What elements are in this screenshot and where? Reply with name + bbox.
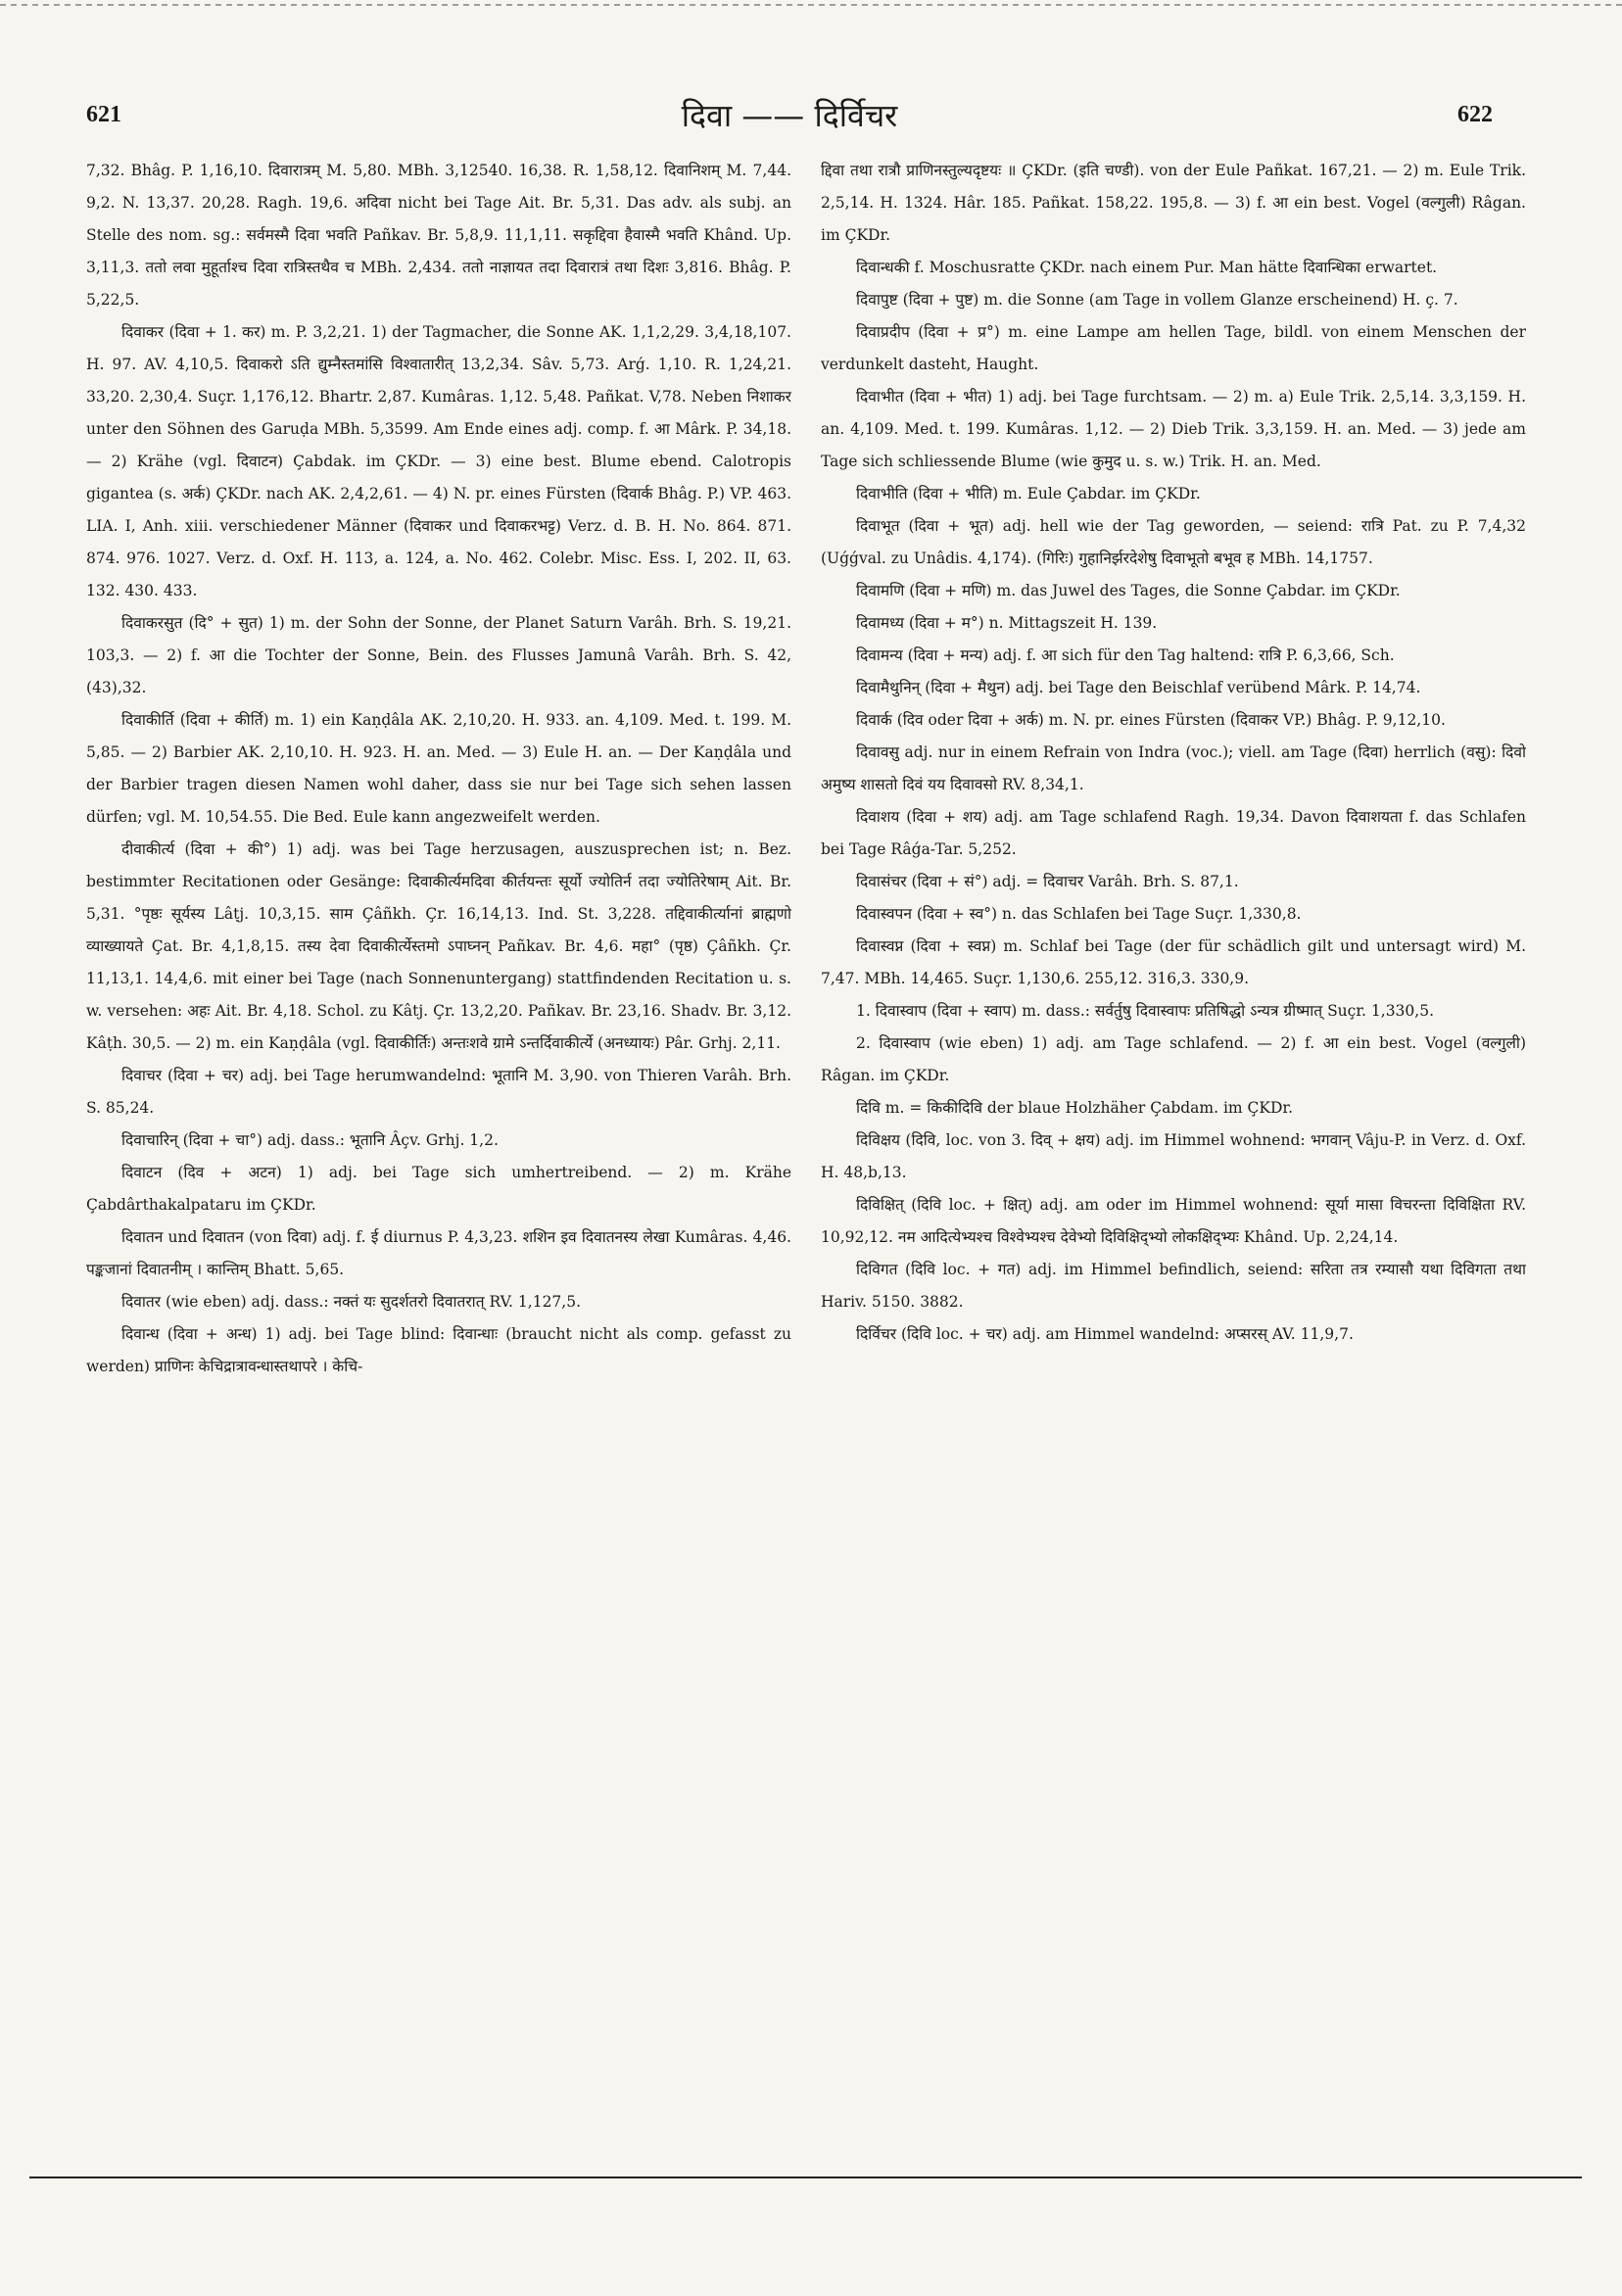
entry: दिवास्वप्न (दिवा + स्वप्न) m. Schlaf bei Tage (der für schädlich gilt und untersagt wird) M. 7,47. MBh. 14,465. Suçr. 1,130,6. 255,12. 316,3. 330,9. — [821, 937, 1526, 987]
page-number-right: 622 — [1457, 102, 1493, 127]
entry: दिवाभीति (दिवा + भीति) m. Eule Çabdar. im ÇKDr. — [856, 485, 1201, 502]
entry: दिवाभूत (दिवा + भूत) adj. hell wie der Tag geworden, — seiend: रात्रि Pat. zu P. 7,4,32 (Uǵǵval. zu Unâdis. 4,174). (गिरिः) गुहानिर्झरदेशेषु दिवाभूतो बभूव ह MBh. 14,1757. — [821, 517, 1526, 567]
entry-continuation: 7,32. Bhâg. P. 1,16,10. दिवारात्रम् M. 5,80. MBh. 3,12540. 16,38. R. 1,58,12. दिवानिशम् M. 7,44. 9,2. N. 13,37. 20,28. Ragh. 19,6. अदिवा nicht bei Tage Ait. Br. 5,31. Das adv. als subj. an Stelle des nom. sg.: सर्वमस्मै दिवा भवति Pañkav. Br. 5,8,9. 11,1,11. सकृद्दिवा हैवास्मै भवति Khând. Up. 3,11,3. ततो लवा मुहूर्ताश्च दिवा रात्रिस्तथैव च MBh. 2,434. ततो नाज्ञायत तदा दिवारात्रं तथा दिशः 3,816. Bhâg. P. 5,22,5. — [86, 162, 791, 309]
page-header — [86, 94, 1493, 141]
entry: दिवामध्य (दिवा + म°) n. Mittagszeit H. 139. — [856, 614, 1158, 632]
entry: दिवान्ध (दिवा + अन्ध) 1) adj. bei Tage blind: दिवान्धाः (braucht nicht als comp. gefasst zu werden) प्राणिनः केचिद्रात्रावन्धास्तथापरे । केचि- — [86, 1325, 791, 1375]
entry: दिवाकरसुत (दि° + सुत) 1) m. der Sohn der Sonne, der Planet Saturn Varâh. Brh. S. 19,21. 103,3. — 2) f. आ die Tochter der Sonne, Bein. des Flusses Jamunâ Varâh. Brh. S. 42,(43),32. — [86, 614, 791, 696]
entry: दिवातर (wie eben) adj. dass.: नक्तं यः सुदर्शतरो दिवातरात् RV. 1,127,5. — [121, 1293, 582, 1311]
entry: दिवापुष्ट (दिवा + पुष्ट) m. die Sonne (am Tage in vollem Glanze erscheinend) H. ç. 7. — [856, 291, 1458, 309]
entry: दिवामन्य (दिवा + मन्य) adj. f. आ sich für den Tag haltend: रात्रि P. 6,3,66, Sch. — [856, 646, 1395, 664]
entry: दिवि m. = किकीदिवि der blaue Holzhäher Çabdam. im ÇKDr. — [856, 1099, 1294, 1117]
entry: 1. दिवास्वाप (दिवा + स्वाप) m. dass.: सर्वर्तुषु दिवास्वापः प्रतिषिद्धो ऽन्यत्र ग्रीष्मात् Suçr. 1,330,5. — [856, 1002, 1434, 1020]
entry: दिवाकर (दिवा + 1. कर) m. P. 3,2,21. 1) der Tagmacher, die Sonne AK. 1,1,2,29. 3,4,18,107. H. 97. AV. 4,10,5. दिवाकरो ऽति द्युम्नैस्तमांसि विश्वातारीत् 13,2,34. Sâv. 5,73. Arǵ. 1,10. R. 1,24,21. 33,20. 2,30,4. Suçr. 1,176,12. Bhartr. 2,87. Kumâras. 1,12. 5,48. Pañkat. V,78. Neben निशाकर unter den Söhnen des Garuḍa MBh. 5,3599. Am Ende eines adj. comp. f. आ Mârk. P. 34,18. — 2) Krähe (vgl. दिवाटन) Çabdak. im ÇKDr. — 3) eine best. Blume ebend. Calotropis gigantea (s. अर्क) ÇKDr. nach AK. 2,4,2,61. — 4) N. pr. eines Fürsten (दिवार्क Bhâg. P.) VP. 463. LIA. I, Anh. xiii. verschiedener Männer (दिवाकर und दिवाकरभट्ट) Verz. d. B. H. No. 864. 871. 874. 976. 1027. Verz. d. Oxf. H. 113, a. 124, a. No. 462. Colebr. Misc. Ess. I, 202. II, 63. 132. 430. 433. — [86, 323, 791, 599]
entry: दिविक्षित् (दिवि loc. + क्षित्) adj. am oder im Himmel wohnend: सूर्या मासा विचरन्ता दिविक्षिता RV. 10,92,12. नम आदित्येभ्यश्च विश्वेभ्यश्च देवेभ्यो दिविक्षिद्भ्यो लोकक्षिद्भ्यः Khând. Up. 2,24,14. — [821, 1196, 1526, 1246]
right-column — [821, 155, 1526, 2114]
entry: दिर्विचर (दिवि loc. + चर) adj. am Himmel wandelnd: अप्सरस् AV. 11,9,7. — [856, 1325, 1354, 1343]
entry: दिवाटन (दिव + अटन) 1) adj. bei Tage sich umhertreibend. — 2) m. Krähe Çabdârthakalpataru im ÇKDr. — [86, 1164, 791, 1214]
entry: दिवाप्रदीप (दिवा + प्र°) m. eine Lampe am hellen Tage, bildl. von einem Menschen der verdunkelt dasteht, Haught. — [821, 323, 1526, 373]
scan-top-edge — [0, 4, 1622, 6]
entry: दिवातन und दिवातन (von दिवा) adj. f. ई diurnus P. 4,3,23. शशिन इव दिवातनस्य लेखा Kumâras. 4,46. पङ्कजानां दिवातनीम् । कान्तिम् Bhatt. 5,65. — [86, 1228, 791, 1278]
entry-continuation: द्दिवा तथा रात्रौ प्राणिनस्तुल्यदृष्टयः ॥ ÇKDr. (इति चण्डी). von der Eule Pañkat. 167,21. — 2) m. Eule Trik. 2,5,14. H. 1324. Hâr. 185. Pañkat. 158,22. 195,8. — 3) f. आ ein best. Vogel (वल्गुली) Râgan. im ÇKDr. — [821, 162, 1526, 244]
entry: दिवाचारिन् (दिवा + चा°) adj. dass.: भूतानि Âçv. Grhj. 1,2. — [121, 1131, 499, 1149]
entry: दिवार्क (दिव oder दिवा + अर्क) m. N. pr. eines Fürsten (दिवाकर VP.) Bhâg. P. 9,12,10. — [856, 711, 1446, 729]
entry: दिवान्धकी f. Moschusratte ÇKDr. nach einem Pur. Man hätte दिवान्धिका erwartet. — [856, 259, 1438, 276]
entry: दिवाचर (दिवा + चर) adj. bei Tage herumwandelnd: भूतानि M. 3,90. von Thieren Varâh. Brh. S. 85,24. — [86, 1067, 791, 1117]
running-headword: दिवा —— दिर्विचर — [681, 97, 898, 134]
entry: दीवाकीर्त्य (दिवा + की°) 1) adj. was bei Tage herzusagen, auszusprechen ist; n. Bez. bestimmter Recitationen oder Gesänge: दिवाकीर्त्यमदिवा कीर्तयन्तः सूर्यो ज्योतिर्न तदा ज्योतिरेषाम् Ait. Br. 5,31. °पृष्ठः सूर्यस्य Lâṭj. 10,3,15. साम Çâñkh. Çr. 16,14,13. Ind. St. 3,228. तद्दिवाकीर्त्यानां ब्राह्मणो व्याख्यायते Çat. Br. 4,1,8,15. तस्य देवा दिवाकीर्त्येस्तमो ऽपाघ्नन् Pañkav. Br. 4,6. महा° (पृष्ठ) Çâñkh. Çr. 11,13,1. 14,4,6. mit einer bei Tage (nach Sonnenuntergang) stattfindenden Recitation u. s. w. versehen: अहः Ait. Br. 4,18. Schol. zu Kâtj. Çr. 13,2,20. Pañkav. Br. 23,16. Shadv. Br. 3,12. Kâṭh. 30,5. — 2) m. ein Kaṇḍâla (vgl. दिवाकीर्तिः) अन्तःशवे ग्रामे ऽन्तर्दिवाकीर्त्ये (अनध्यायः) Pâr. Grhj. 2,11. — [86, 840, 791, 1052]
entry: दिविक्षय (दिवि, loc. von 3. दिव् + क्षय) adj. im Himmel wohnend: भगवान् Vâju-P. in Verz. d. Oxf. H. 48,b,13. — [821, 1131, 1526, 1181]
entry: दिवामणि (दिवा + मणि) m. das Juwel des Tages, die Sonne Çabdar. im ÇKDr. — [856, 582, 1401, 599]
entry: दिवाभीत (दिवा + भीत) 1) adj. bei Tage furchtsam. — 2) m. a) Eule Trik. 2,5,14. 3,3,159. H. an. 4,109. Med. t. 199. Kumâras. 1,12. — 2) Dieb Trik. 3,3,159. H. an. Med. — 3) jede am Tage sich schliessende Blume (wie कुमुद u. s. w.) Trik. H. an. Med. — [821, 388, 1526, 470]
entry: दिवाशय (दिवा + शय) adj. am Tage schlafend Ragh. 19,34. Davon दिवाशयता f. das Schlafen bei Tage Râǵa-Tar. 5,252. — [821, 808, 1526, 858]
entry: दिवावसु adj. nur in einem Refrain von Indra (voc.); viell. am Tage (दिवा) herrlich (वसु): दिवो अमुष्य शासतो दिवं यय दिवावसो RV. 8,34,1. — [821, 743, 1526, 793]
page-number-left: 621 — [86, 102, 121, 127]
entry: दिवाकीर्ति (दिवा + कीर्ति) m. 1) ein Kaṇḍâla AK. 2,10,20. H. 933. an. 4,109. Med. t. 199. M. 5,85. — 2) Barbier AK. 2,10,10. H. 923. H. an. Med. — 3) Eule H. an. — Der Kaṇḍâla und der Barbier tragen diesen Namen wohl daher, dass sie nur bei Tage sich sehen lassen dürfen; vgl. M. 10,54.55. Die Bed. Eule kann angezweifelt werden. — [86, 711, 791, 826]
entry: दिविगत (दिवि loc. + गत) adj. im Himmel befindlich, seiend: सरिता तत्र रम्यासौ यथा दिविगता तथा Hariv. 5150. 3882. — [821, 1261, 1526, 1311]
left-column — [86, 155, 791, 2114]
entry: 2. दिवास्वाप (wie eben) 1) adj. am Tage schlafend. — 2) f. आ ein best. Vogel (वल्गुली) Râgan. im ÇKDr. — [821, 1034, 1526, 1084]
bottom-rule — [29, 2176, 1582, 2178]
entry: दिवामैथुनिन् (दिवा + मैथुन) adj. bei Tage den Beischlaf verübend Mârk. P. 14,74. — [856, 679, 1421, 696]
entry: दिवास्वपन (दिवा + स्व°) n. das Schlafen bei Tage Suçr. 1,330,8. — [856, 905, 1302, 923]
entry: दिवासंचर (दिवा + सं°) adj. = दिवाचर Varâh. Brh. S. 87,1. — [856, 873, 1239, 890]
